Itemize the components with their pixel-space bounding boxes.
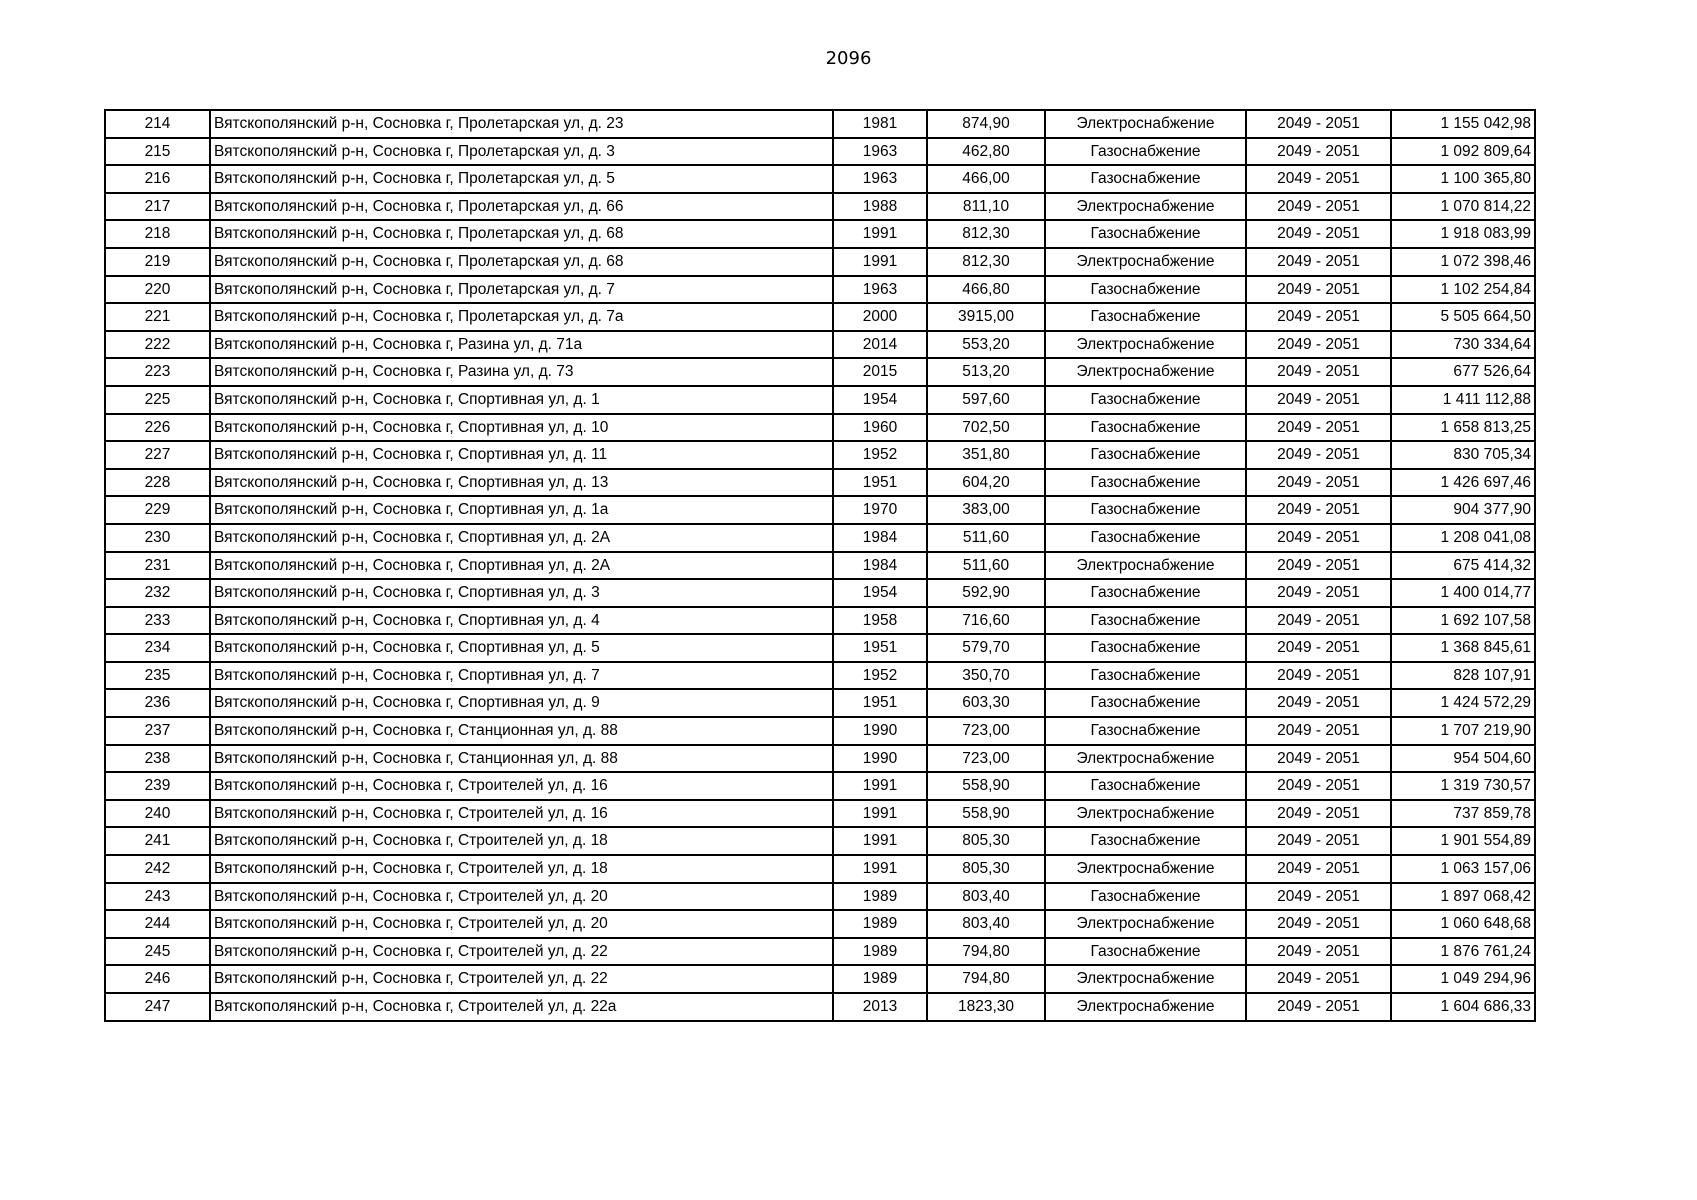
year-cell: 1952 — [833, 662, 927, 690]
cost-cell: 1 368 845,61 — [1391, 634, 1535, 662]
period-cell: 2049 - 2051 — [1246, 827, 1391, 855]
table-row — [105, 358, 1535, 386]
service-type-cell: Электроснабжение — [1045, 800, 1246, 828]
area-cell: 1823,30 — [927, 993, 1045, 1021]
service-type-cell: Газоснабжение — [1045, 883, 1246, 911]
area-cell: 811,10 — [927, 193, 1045, 221]
cost-cell: 904 377,90 — [1391, 496, 1535, 524]
service-type-cell: Газоснабжение — [1045, 634, 1246, 662]
cost-cell: 954 504,60 — [1391, 745, 1535, 773]
table-row — [105, 469, 1535, 497]
period-cell: 2049 - 2051 — [1246, 469, 1391, 497]
address-cell: Вятскополянский р-н, Сосновка г, Станционная ул, д. 88 — [210, 717, 833, 745]
address-cell: Вятскополянский р-н, Сосновка г, Спортивная ул, д. 1 — [210, 386, 833, 414]
row-number: 247 — [105, 993, 210, 1021]
address-cell: Вятскополянский р-н, Сосновка г, Спортивная ул, д. 3 — [210, 579, 833, 607]
row-number: 234 — [105, 634, 210, 662]
row-number: 239 — [105, 772, 210, 800]
table-row — [105, 883, 1535, 911]
row-number: 228 — [105, 469, 210, 497]
service-type-cell: Газоснабжение — [1045, 827, 1246, 855]
area-cell: 513,20 — [927, 358, 1045, 386]
service-type-cell: Газоснабжение — [1045, 662, 1246, 690]
row-number: 216 — [105, 165, 210, 193]
table-row — [105, 441, 1535, 469]
period-cell: 2049 - 2051 — [1246, 607, 1391, 635]
table-row — [105, 855, 1535, 883]
area-cell: 592,90 — [927, 579, 1045, 607]
service-type-cell: Газоснабжение — [1045, 220, 1246, 248]
table-row — [105, 386, 1535, 414]
address-cell: Вятскополянский р-н, Сосновка г, Спортивная ул, д. 10 — [210, 414, 833, 442]
year-cell: 1989 — [833, 910, 927, 938]
row-number: 241 — [105, 827, 210, 855]
table-row — [105, 276, 1535, 304]
area-cell: 558,90 — [927, 772, 1045, 800]
year-cell: 1960 — [833, 414, 927, 442]
cost-cell: 1 100 365,80 — [1391, 165, 1535, 193]
address-cell: Вятскополянский р-н, Сосновка г, Строителей ул, д. 16 — [210, 772, 833, 800]
period-cell: 2049 - 2051 — [1246, 883, 1391, 911]
cost-cell: 1 072 398,46 — [1391, 248, 1535, 276]
address-cell: Вятскополянский р-н, Сосновка г, Строителей ул, д. 20 — [210, 910, 833, 938]
address-cell: Вятскополянский р-н, Сосновка г, Строителей ул, д. 22 — [210, 938, 833, 966]
table-row — [105, 938, 1535, 966]
service-type-cell: Газоснабжение — [1045, 938, 1246, 966]
year-cell: 1963 — [833, 276, 927, 304]
row-number: 214 — [105, 110, 210, 138]
table-row — [105, 607, 1535, 635]
row-number: 229 — [105, 496, 210, 524]
cost-cell: 1 092 809,64 — [1391, 138, 1535, 166]
service-type-cell: Электроснабжение — [1045, 193, 1246, 221]
area-cell: 351,80 — [927, 441, 1045, 469]
area-cell: 803,40 — [927, 883, 1045, 911]
address-cell: Вятскополянский р-н, Сосновка г, Пролетарская ул, д. 7 — [210, 276, 833, 304]
table-row — [105, 662, 1535, 690]
year-cell: 2013 — [833, 993, 927, 1021]
period-cell: 2049 - 2051 — [1246, 965, 1391, 993]
address-cell: Вятскополянский р-н, Сосновка г, Спортивная ул, д. 5 — [210, 634, 833, 662]
row-number: 246 — [105, 965, 210, 993]
year-cell: 1954 — [833, 386, 927, 414]
period-cell: 2049 - 2051 — [1246, 910, 1391, 938]
cost-cell: 1 876 761,24 — [1391, 938, 1535, 966]
table-row — [105, 220, 1535, 248]
cost-cell: 677 526,64 — [1391, 358, 1535, 386]
service-type-cell: Электроснабжение — [1045, 910, 1246, 938]
service-type-cell: Электроснабжение — [1045, 965, 1246, 993]
service-type-cell: Газоснабжение — [1045, 386, 1246, 414]
area-cell: 723,00 — [927, 717, 1045, 745]
year-cell: 2014 — [833, 331, 927, 359]
period-cell: 2049 - 2051 — [1246, 358, 1391, 386]
period-cell: 2049 - 2051 — [1246, 579, 1391, 607]
service-type-cell: Электроснабжение — [1045, 993, 1246, 1021]
cost-cell: 1 707 219,90 — [1391, 717, 1535, 745]
area-cell: 702,50 — [927, 414, 1045, 442]
area-cell: 597,60 — [927, 386, 1045, 414]
area-cell: 579,70 — [927, 634, 1045, 662]
row-number: 217 — [105, 193, 210, 221]
address-cell: Вятскополянский р-н, Сосновка г, Строителей ул, д. 22 — [210, 965, 833, 993]
year-cell: 2015 — [833, 358, 927, 386]
address-cell: Вятскополянский р-н, Сосновка г, Пролетарская ул, д. 68 — [210, 248, 833, 276]
period-cell: 2049 - 2051 — [1246, 634, 1391, 662]
service-type-cell: Электроснабжение — [1045, 745, 1246, 773]
service-type-cell: Газоснабжение — [1045, 524, 1246, 552]
row-number: 219 — [105, 248, 210, 276]
period-cell: 2049 - 2051 — [1246, 248, 1391, 276]
year-cell: 1991 — [833, 855, 927, 883]
year-cell: 1984 — [833, 524, 927, 552]
period-cell: 2049 - 2051 — [1246, 138, 1391, 166]
cost-cell: 1 070 814,22 — [1391, 193, 1535, 221]
year-cell: 1991 — [833, 248, 927, 276]
table-row — [105, 165, 1535, 193]
cost-cell: 1 692 107,58 — [1391, 607, 1535, 635]
period-cell: 2049 - 2051 — [1246, 331, 1391, 359]
cost-cell: 1 426 697,46 — [1391, 469, 1535, 497]
table-row — [105, 745, 1535, 773]
row-number: 231 — [105, 552, 210, 580]
period-cell: 2049 - 2051 — [1246, 496, 1391, 524]
service-type-cell: Газоснабжение — [1045, 689, 1246, 717]
period-cell: 2049 - 2051 — [1246, 662, 1391, 690]
service-type-cell: Газоснабжение — [1045, 303, 1246, 331]
cost-cell: 737 859,78 — [1391, 800, 1535, 828]
register-table — [104, 109, 1536, 1022]
year-cell: 1951 — [833, 469, 927, 497]
period-cell: 2049 - 2051 — [1246, 276, 1391, 304]
table-row — [105, 496, 1535, 524]
address-cell: Вятскополянский р-н, Сосновка г, Спортивная ул, д. 11 — [210, 441, 833, 469]
area-cell: 603,30 — [927, 689, 1045, 717]
cost-cell: 1 102 254,84 — [1391, 276, 1535, 304]
period-cell: 2049 - 2051 — [1246, 441, 1391, 469]
address-cell: Вятскополянский р-н, Сосновка г, Пролетарская ул, д. 23 — [210, 110, 833, 138]
service-type-cell: Газоснабжение — [1045, 717, 1246, 745]
service-type-cell: Газоснабжение — [1045, 414, 1246, 442]
area-cell: 462,80 — [927, 138, 1045, 166]
cost-cell: 1 604 686,33 — [1391, 993, 1535, 1021]
year-cell: 2000 — [833, 303, 927, 331]
address-cell: Вятскополянский р-н, Сосновка г, Разина ул, д. 73 — [210, 358, 833, 386]
area-cell: 805,30 — [927, 827, 1045, 855]
page-number: 2096 — [825, 48, 872, 69]
address-cell: Вятскополянский р-н, Сосновка г, Спортивная ул, д. 4 — [210, 607, 833, 635]
period-cell: 2049 - 2051 — [1246, 193, 1391, 221]
address-cell: Вятскополянский р-н, Сосновка г, Спортивная ул, д. 2А — [210, 524, 833, 552]
year-cell: 1952 — [833, 441, 927, 469]
service-type-cell: Электроснабжение — [1045, 552, 1246, 580]
row-number: 222 — [105, 331, 210, 359]
period-cell: 2049 - 2051 — [1246, 386, 1391, 414]
cost-cell: 828 107,91 — [1391, 662, 1535, 690]
cost-cell: 1 897 068,42 — [1391, 883, 1535, 911]
period-cell: 2049 - 2051 — [1246, 414, 1391, 442]
period-cell: 2049 - 2051 — [1246, 220, 1391, 248]
table-row — [105, 248, 1535, 276]
year-cell: 1988 — [833, 193, 927, 221]
cost-cell: 1 411 112,88 — [1391, 386, 1535, 414]
area-cell: 723,00 — [927, 745, 1045, 773]
address-cell: Вятскополянский р-н, Сосновка г, Строителей ул, д. 22а — [210, 993, 833, 1021]
cost-cell: 830 705,34 — [1391, 441, 1535, 469]
address-cell: Вятскополянский р-н, Сосновка г, Спортивная ул, д. 13 — [210, 469, 833, 497]
area-cell: 553,20 — [927, 331, 1045, 359]
table-row — [105, 689, 1535, 717]
area-cell: 604,20 — [927, 469, 1045, 497]
year-cell: 1991 — [833, 827, 927, 855]
period-cell: 2049 - 2051 — [1246, 855, 1391, 883]
table-row — [105, 552, 1535, 580]
row-number: 242 — [105, 855, 210, 883]
table-row — [105, 827, 1535, 855]
table-row — [105, 772, 1535, 800]
cost-cell: 1 319 730,57 — [1391, 772, 1535, 800]
address-cell: Вятскополянский р-н, Сосновка г, Строителей ул, д. 18 — [210, 827, 833, 855]
address-cell: Вятскополянский р-н, Сосновка г, Спортивная ул, д. 1а — [210, 496, 833, 524]
table-row — [105, 993, 1535, 1021]
year-cell: 1951 — [833, 634, 927, 662]
row-number: 238 — [105, 745, 210, 773]
row-number: 221 — [105, 303, 210, 331]
table-row — [105, 303, 1535, 331]
area-cell: 812,30 — [927, 220, 1045, 248]
row-number: 215 — [105, 138, 210, 166]
table-row — [105, 138, 1535, 166]
address-cell: Вятскополянский р-н, Сосновка г, Станционная ул, д. 88 — [210, 745, 833, 773]
address-cell: Вятскополянский р-н, Сосновка г, Спортивная ул, д. 9 — [210, 689, 833, 717]
address-cell: Вятскополянский р-н, Сосновка г, Пролетарская ул, д. 7а — [210, 303, 833, 331]
row-number: 233 — [105, 607, 210, 635]
cost-cell: 5 505 664,50 — [1391, 303, 1535, 331]
year-cell: 1991 — [833, 800, 927, 828]
area-cell: 511,60 — [927, 552, 1045, 580]
row-number: 244 — [105, 910, 210, 938]
period-cell: 2049 - 2051 — [1246, 993, 1391, 1021]
area-cell: 3915,00 — [927, 303, 1045, 331]
period-cell: 2049 - 2051 — [1246, 938, 1391, 966]
area-cell: 716,60 — [927, 607, 1045, 635]
table-row — [105, 579, 1535, 607]
cost-cell: 730 334,64 — [1391, 331, 1535, 359]
address-cell: Вятскополянский р-н, Сосновка г, Строителей ул, д. 16 — [210, 800, 833, 828]
row-number: 225 — [105, 386, 210, 414]
row-number: 240 — [105, 800, 210, 828]
table-row — [105, 331, 1535, 359]
address-cell: Вятскополянский р-н, Сосновка г, Пролетарская ул, д. 68 — [210, 220, 833, 248]
cost-cell: 675 414,32 — [1391, 552, 1535, 580]
table-row — [105, 634, 1535, 662]
year-cell: 1984 — [833, 552, 927, 580]
area-cell: 812,30 — [927, 248, 1045, 276]
area-cell: 805,30 — [927, 855, 1045, 883]
area-cell: 558,90 — [927, 800, 1045, 828]
period-cell: 2049 - 2051 — [1246, 524, 1391, 552]
year-cell: 1991 — [833, 220, 927, 248]
area-cell: 794,80 — [927, 965, 1045, 993]
row-number: 232 — [105, 579, 210, 607]
year-cell: 1989 — [833, 938, 927, 966]
table-row — [105, 110, 1535, 138]
area-cell: 466,80 — [927, 276, 1045, 304]
service-type-cell: Газоснабжение — [1045, 579, 1246, 607]
service-type-cell: Газоснабжение — [1045, 276, 1246, 304]
period-cell: 2049 - 2051 — [1246, 745, 1391, 773]
row-number: 236 — [105, 689, 210, 717]
row-number: 223 — [105, 358, 210, 386]
area-cell: 511,60 — [927, 524, 1045, 552]
row-number: 226 — [105, 414, 210, 442]
cost-cell: 1 658 813,25 — [1391, 414, 1535, 442]
year-cell: 1981 — [833, 110, 927, 138]
address-cell: Вятскополянский р-н, Сосновка г, Спортивная ул, д. 2А — [210, 552, 833, 580]
row-number: 237 — [105, 717, 210, 745]
service-type-cell: Газоснабжение — [1045, 138, 1246, 166]
year-cell: 1990 — [833, 745, 927, 773]
cost-cell: 1 060 648,68 — [1391, 910, 1535, 938]
year-cell: 1963 — [833, 165, 927, 193]
year-cell: 1990 — [833, 717, 927, 745]
cost-cell: 1 155 042,98 — [1391, 110, 1535, 138]
period-cell: 2049 - 2051 — [1246, 689, 1391, 717]
area-cell: 383,00 — [927, 496, 1045, 524]
address-cell: Вятскополянский р-н, Сосновка г, Разина ул, д. 71а — [210, 331, 833, 359]
service-type-cell: Газоснабжение — [1045, 496, 1246, 524]
table-row — [105, 193, 1535, 221]
year-cell: 1970 — [833, 496, 927, 524]
cost-cell: 1 400 014,77 — [1391, 579, 1535, 607]
year-cell: 1951 — [833, 689, 927, 717]
area-cell: 803,40 — [927, 910, 1045, 938]
area-cell: 350,70 — [927, 662, 1045, 690]
table-row — [105, 965, 1535, 993]
cost-cell: 1 049 294,96 — [1391, 965, 1535, 993]
period-cell: 2049 - 2051 — [1246, 717, 1391, 745]
period-cell: 2049 - 2051 — [1246, 303, 1391, 331]
address-cell: Вятскополянский р-н, Сосновка г, Пролетарская ул, д. 66 — [210, 193, 833, 221]
table-row — [105, 717, 1535, 745]
table-row — [105, 800, 1535, 828]
address-cell: Вятскополянский р-н, Сосновка г, Пролетарская ул, д. 5 — [210, 165, 833, 193]
period-cell: 2049 - 2051 — [1246, 772, 1391, 800]
row-number: 220 — [105, 276, 210, 304]
year-cell: 1991 — [833, 772, 927, 800]
cost-cell: 1 918 083,99 — [1391, 220, 1535, 248]
row-number: 218 — [105, 220, 210, 248]
service-type-cell: Электроснабжение — [1045, 331, 1246, 359]
cost-cell: 1 208 041,08 — [1391, 524, 1535, 552]
area-cell: 466,00 — [927, 165, 1045, 193]
cost-cell: 1 424 572,29 — [1391, 689, 1535, 717]
cost-cell: 1 063 157,06 — [1391, 855, 1535, 883]
service-type-cell: Газоснабжение — [1045, 469, 1246, 497]
period-cell: 2049 - 2051 — [1246, 800, 1391, 828]
table-row — [105, 524, 1535, 552]
cost-cell: 1 901 554,89 — [1391, 827, 1535, 855]
service-type-cell: Газоснабжение — [1045, 441, 1246, 469]
area-cell: 874,90 — [927, 110, 1045, 138]
row-number: 227 — [105, 441, 210, 469]
year-cell: 1958 — [833, 607, 927, 635]
year-cell: 1989 — [833, 965, 927, 993]
row-number: 245 — [105, 938, 210, 966]
table-row — [105, 910, 1535, 938]
address-cell: Вятскополянский р-н, Сосновка г, Строителей ул, д. 20 — [210, 883, 833, 911]
area-cell: 794,80 — [927, 938, 1045, 966]
year-cell: 1963 — [833, 138, 927, 166]
row-number: 243 — [105, 883, 210, 911]
service-type-cell: Электроснабжение — [1045, 358, 1246, 386]
period-cell: 2049 - 2051 — [1246, 552, 1391, 580]
year-cell: 1954 — [833, 579, 927, 607]
service-type-cell: Электроснабжение — [1045, 248, 1246, 276]
service-type-cell: Электроснабжение — [1045, 110, 1246, 138]
address-cell: Вятскополянский р-н, Сосновка г, Строителей ул, д. 18 — [210, 855, 833, 883]
period-cell: 2049 - 2051 — [1246, 110, 1391, 138]
service-type-cell: Газоснабжение — [1045, 607, 1246, 635]
table-row — [105, 414, 1535, 442]
row-number: 235 — [105, 662, 210, 690]
address-cell: Вятскополянский р-н, Сосновка г, Пролетарская ул, д. 3 — [210, 138, 833, 166]
service-type-cell: Газоснабжение — [1045, 772, 1246, 800]
year-cell: 1989 — [833, 883, 927, 911]
address-cell: Вятскополянский р-н, Сосновка г, Спортивная ул, д. 7 — [210, 662, 833, 690]
service-type-cell: Газоснабжение — [1045, 165, 1246, 193]
period-cell: 2049 - 2051 — [1246, 165, 1391, 193]
row-number: 230 — [105, 524, 210, 552]
service-type-cell: Электроснабжение — [1045, 855, 1246, 883]
